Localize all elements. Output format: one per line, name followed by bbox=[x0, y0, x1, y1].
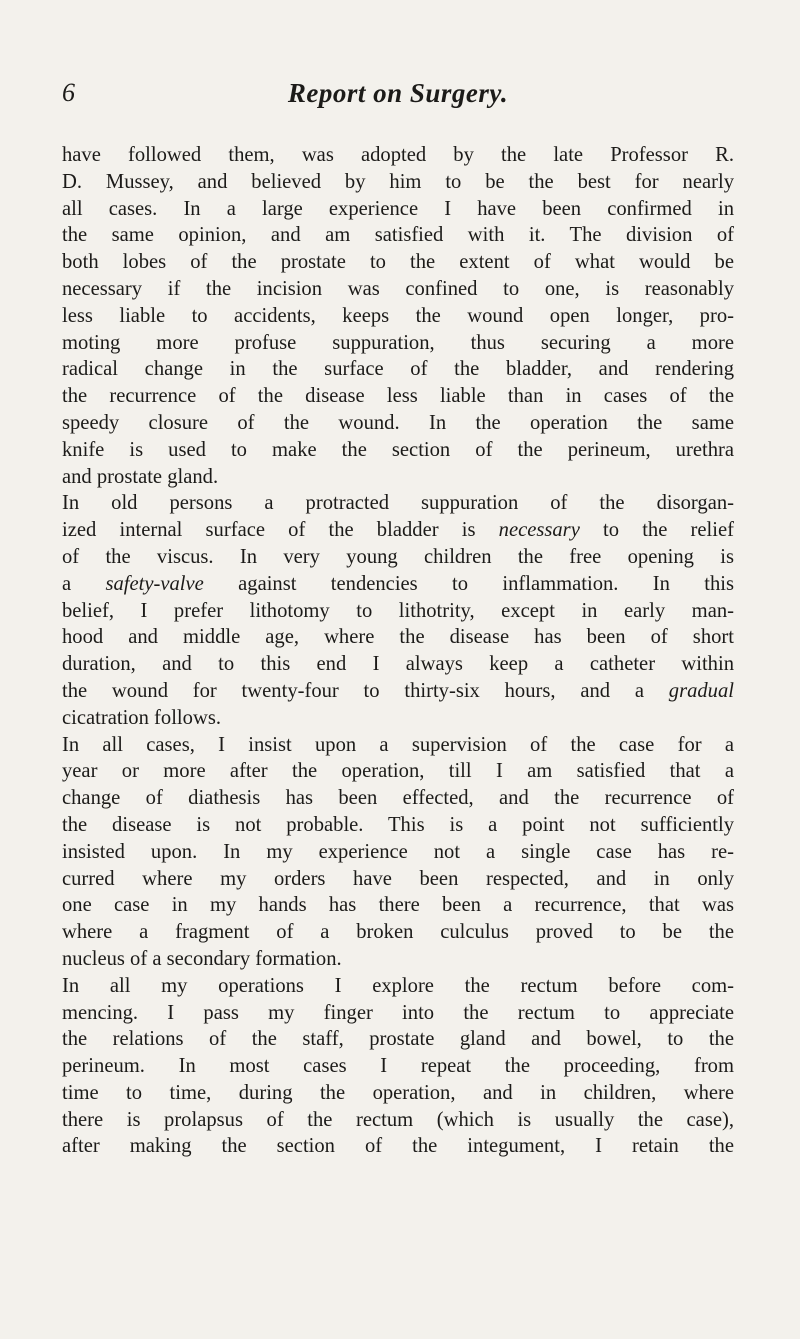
text-line: belief, I prefer lithotomy to lithotrity, except in early man- bbox=[62, 599, 734, 622]
text-line: cicatration follows. bbox=[62, 706, 221, 729]
text-line: radical change in the surface of the bladder, and rendering bbox=[62, 358, 734, 381]
text-line: insisted upon. In my experience not a single case has re- bbox=[62, 840, 734, 863]
running-title: Report on Surgery. bbox=[287, 78, 509, 108]
text-line: perineum. In most cases I repeat the proceeding, from bbox=[62, 1055, 734, 1078]
text-line: curred where my orders have been respected, and in only bbox=[62, 867, 734, 890]
running-head bbox=[62, 78, 734, 118]
text-line: after making the section of the integument, I retain the bbox=[62, 1135, 734, 1158]
text-line: the wound for twenty-four to thirty-six hours, and a gradual bbox=[62, 679, 734, 702]
text-line: and prostate gland. bbox=[62, 465, 219, 488]
text-line: of the viscus. In very young children the free opening is bbox=[62, 545, 734, 568]
text-line: where a fragment of a broken culculus proved to be the bbox=[62, 921, 734, 944]
text-line: hood and middle age, where the disease has been of short bbox=[62, 626, 734, 649]
text-line: necessary if the incision was confined to one, is reasonably bbox=[62, 277, 734, 300]
text-line: one case in my hands has there been a recurrence, that was bbox=[62, 894, 734, 917]
page-number: 6 bbox=[62, 78, 75, 107]
text-line: have followed them, was adopted by the late Professor R. bbox=[62, 144, 734, 166]
text-line: speedy closure of the wound. In the operation the same bbox=[62, 411, 734, 434]
text-line: all cases. In a large experience I have been confirmed in bbox=[62, 197, 734, 220]
text-line: duration, and to this end I always keep a catheter within bbox=[62, 653, 734, 676]
text-line: there is prolapsus of the rectum (which is usually the case), bbox=[62, 1108, 734, 1131]
text-line: the disease is not probable. This is a point not sufficiently bbox=[62, 813, 734, 836]
text-line: both lobes of the prostate to the extent of what would be bbox=[62, 251, 734, 274]
text-line: In old persons a protracted suppuration of the disorgan- bbox=[62, 492, 734, 515]
text-line: year or more after the operation, till I am satisfied that a bbox=[62, 760, 734, 783]
text-line: change of diathesis has been effected, and the recurrence of bbox=[62, 787, 734, 810]
text-line: less liable to accidents, keeps the wound open longer, pro- bbox=[62, 304, 734, 327]
text-line: the recurrence of the disease less liable than in cases of the bbox=[62, 385, 734, 408]
text-line: nucleus of a secondary formation. bbox=[62, 947, 342, 970]
text-line: a safety-valve against tendencies to inflammation. In this bbox=[62, 572, 734, 595]
text-line: moting more profuse suppuration, thus securing a more bbox=[62, 331, 734, 354]
text-line: In all cases, I insist upon a supervision of the case for a bbox=[62, 733, 734, 756]
text-line: the same opinion, and am satisfied with it. The division of bbox=[62, 224, 734, 247]
text-line: knife is used to make the section of the perineum, urethra bbox=[62, 438, 734, 461]
text-line: ized internal surface of the bladder is necessary to the relief bbox=[62, 519, 734, 542]
text-line: mencing. I pass my finger into the rectum to appreciate bbox=[62, 1001, 734, 1024]
text-line: D. Mussey, and believed by him to be the best for nearly bbox=[62, 170, 734, 193]
text-line: the relations of the staff, prostate gland and bowel, to the bbox=[62, 1028, 734, 1051]
text-line: time to time, during the operation, and in children, where bbox=[62, 1081, 734, 1104]
body-text bbox=[62, 142, 734, 1160]
text-line: In all my operations I explore the rectum before com- bbox=[62, 974, 734, 997]
